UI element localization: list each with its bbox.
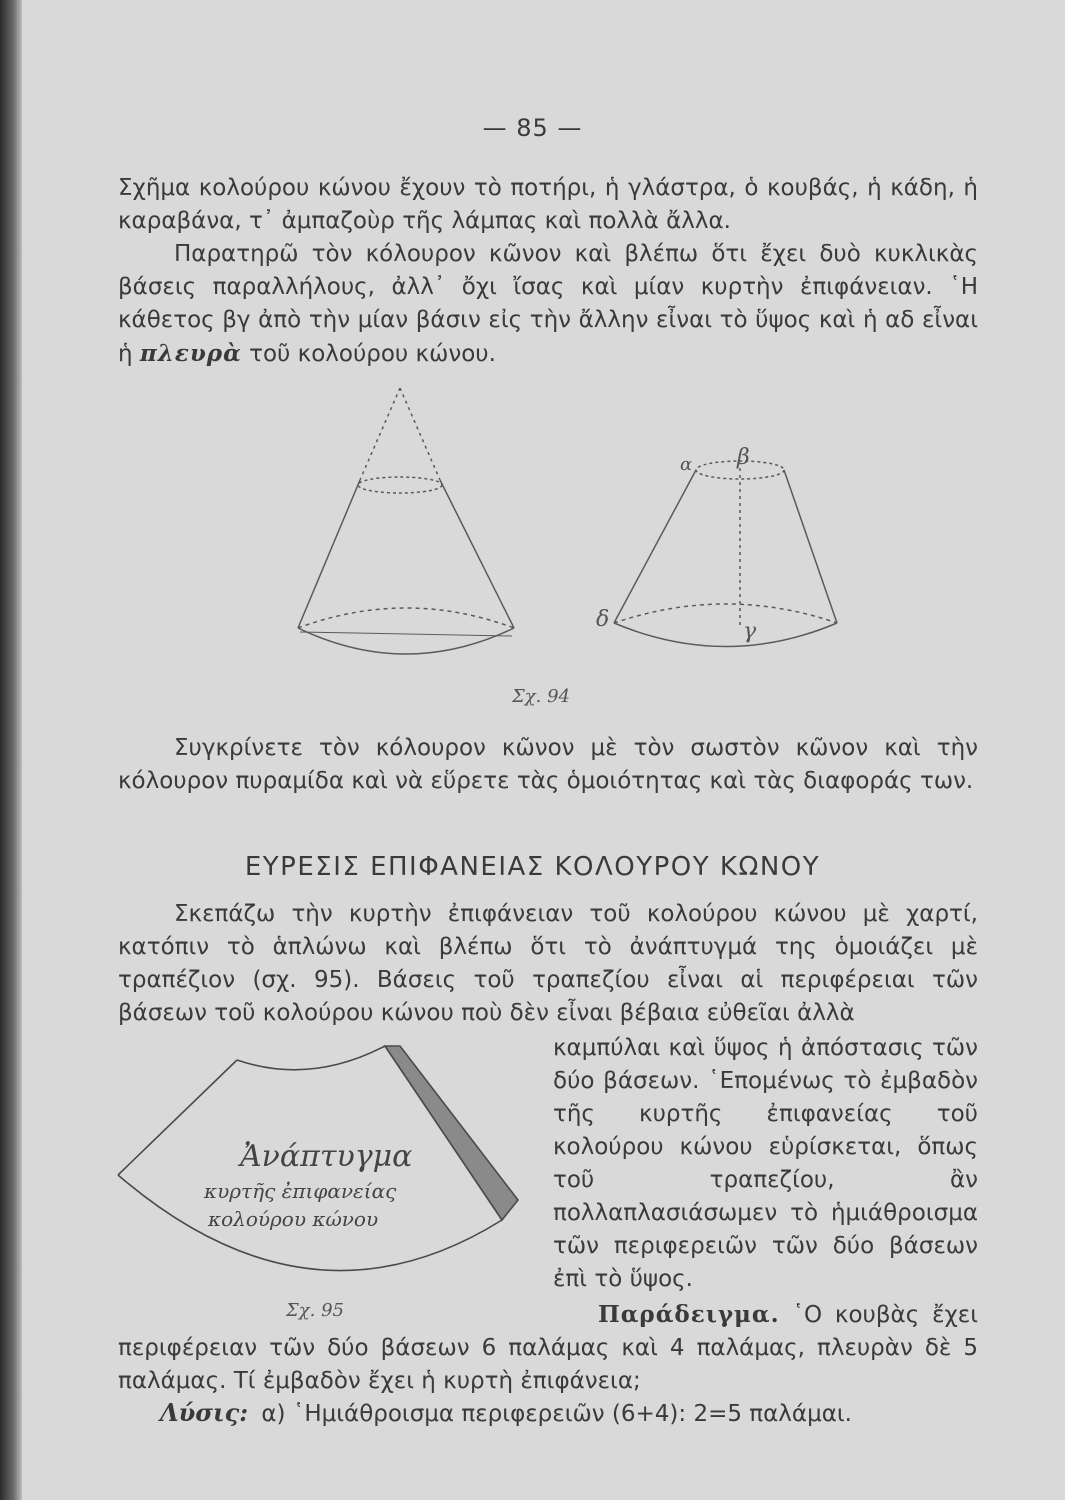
frustum-right-side xyxy=(784,470,837,623)
cone-base-diameter xyxy=(300,632,512,636)
figure-94-caption: Σχ. 94 xyxy=(512,686,570,707)
development-left-edge xyxy=(118,1060,237,1175)
cone-apex-dotted-left xyxy=(360,388,400,480)
intro-paragraph-2 xyxy=(118,238,978,371)
development-flap xyxy=(385,1046,518,1220)
example-label: Παράδειγμα. xyxy=(598,1301,780,1328)
cone-right-side xyxy=(440,480,514,628)
label-gamma: γ xyxy=(743,619,757,644)
section-heading: ΕΥΡΕΣΙΣ ΕΠΙΦΑΝΕΙΑΣ ΚΟΛΟΥΡΟΥ ΚΩΝΟΥ xyxy=(244,852,821,882)
figure-95-line-2: κυρτῆς ἐπιφανείας xyxy=(204,1179,397,1203)
figure-94 xyxy=(280,380,870,710)
solution-label: Λύσις: xyxy=(160,1398,249,1427)
solution-line xyxy=(160,1398,852,1427)
cone-apex-dotted-right xyxy=(400,388,440,480)
label-alpha: α xyxy=(680,454,693,475)
development-inner-arc xyxy=(237,1046,385,1070)
term-pleura: πλευρὰ xyxy=(139,340,242,367)
cone-top-ellipse xyxy=(358,477,442,493)
intro-paragraph-2-text: Παρατηρῶ τὸν κόλουρον κῶνον καὶ βλέπω ὅτι ἔχει δυὸ κυκλικὰς βάσεις παραλλήλους, ἀλλ᾽ ὄχι ἴσας καὶ μίαν κυρτὴν ἐπιφάνειαν. ῾Η κάθετος βγ ἀπὸ τὴν μίαν βάσιν εἰς τὴν ἄλλην εἶναι τὸ ὕψος καὶ ἡ αδ εἶναι ἡ xyxy=(118,241,978,367)
page-number: — 85 — xyxy=(482,114,583,142)
figure-95 xyxy=(100,1040,540,1292)
cone-base-front xyxy=(298,628,514,654)
figure-95-line-1: Ἀνάπτυγμα xyxy=(240,1139,413,1174)
label-beta: β xyxy=(737,445,750,470)
figure-95-line-3: κολούρου κώνου xyxy=(208,1207,379,1231)
cone-base-back xyxy=(298,608,514,628)
figure-95-caption: Σχ. 95 xyxy=(286,1300,344,1321)
frustum-base-front xyxy=(614,623,837,647)
label-delta: δ xyxy=(596,607,610,632)
frustum-base-back xyxy=(614,604,837,623)
intro-paragraph-2-end: τοῦ κολούρου κώνου. xyxy=(249,341,496,367)
compare-paragraph: Συγκρίνετε τὸν κόλουρον κῶνον μὲ τὸν σωστὸν κῶνον καὶ τὴν κόλουρον πυραμίδα καὶ νὰ εὕρετε τὰς ὁμοιότητας καὶ τὰς διαφοράς των. xyxy=(118,735,978,794)
solution-text: α) ῾Ημιάθροισμα περιφερειῶν (6+4): 2=5 παλάμαι. xyxy=(261,1401,852,1427)
example-paragraph xyxy=(118,1298,978,1398)
example-text: ῾Ο κουβὰς ἔχει περιφέρειαν τῶν δύο βάσεων 6 παλάμας καὶ 4 παλάμας, πλευρὰν δὲ 5 παλάμας. Τί ἐμβαδὸν ἔχει ἡ κυρτὴ ἐπιφάνεια; xyxy=(118,1302,979,1394)
frustum-left-side xyxy=(614,470,696,623)
book-binding-edge xyxy=(0,0,22,1500)
cone-left-side xyxy=(298,480,360,628)
section-paragraph: Σκεπάζω τὴν κυρτὴν ἐπιφάνειαν τοῦ κολούρου κώνου μὲ χαρτί, κατόπιν τὸ ἁπλώνω καὶ βλέπω ὅτι τὸ ἀνάπτυγμά της ὁμοιάζει μὲ τραπέζιον (σχ. 95). Βάσεις τοῦ τραπεζίου εἶναι αἱ περιφέρειαι τῶν βάσεων τοῦ κολούρου κώνου ποὺ δὲν εἶναι βέβαια εὐθεῖαι ἀλλὰ xyxy=(118,901,978,1026)
intro-paragraph-1: Σχῆμα κολούρου κώνου ἔχουν τὸ ποτήρι, ἡ γλάστρα, ὁ κουβάς, ἡ κάδη, ἡ καραβάνα, τ᾽ ἀμπαζοὺρ τῆς λάμπας καὶ πολλὰ ἄλλα. xyxy=(118,175,978,234)
side-paragraph: καμπύλαι καὶ ὕψος ἡ ἀπόστασις τῶν δύο βάσεων. ῾Επομένως τὸ ἐμβαδὸν τῆς κυρτῆς ἐπιφανείας τοῦ κολούρου κώνου εὑρίσκεται, ὅπως τοῦ τραπεζίου, ἂν πολλαπλασιάσωμεν τὸ ἡμιάθροισμα τῶν περιφερειῶν τῶν δύο βάσεων ἐπὶ τὸ ὕψος. xyxy=(553,1035,978,1292)
